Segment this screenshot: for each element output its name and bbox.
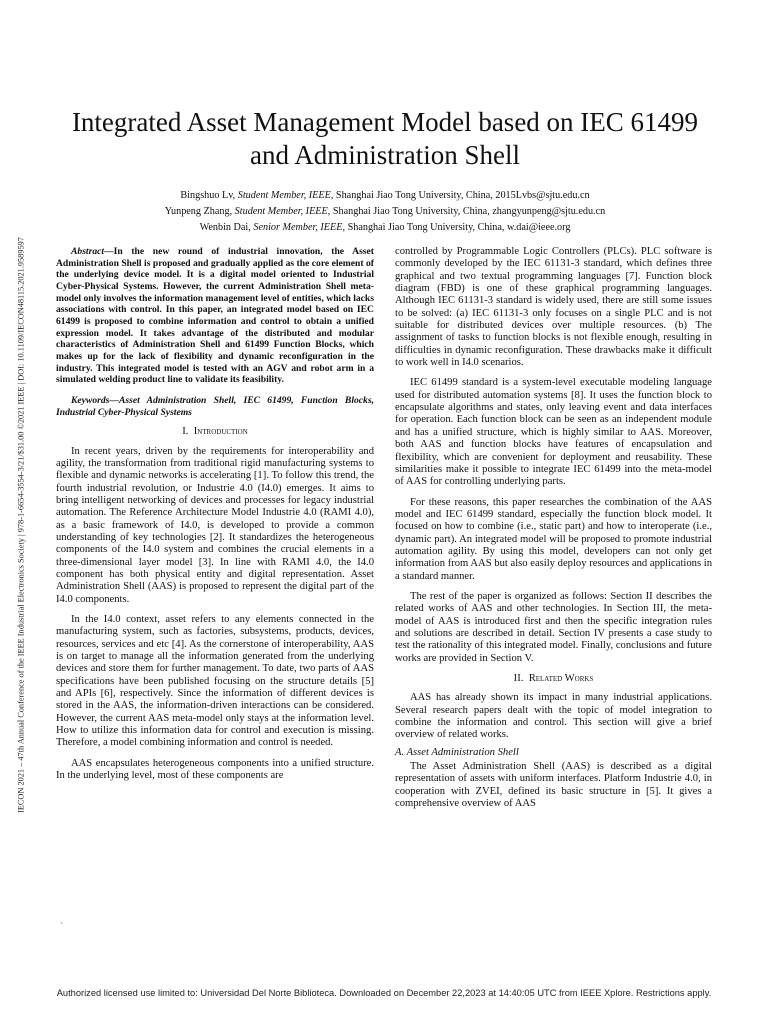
license-footer: Authorized licensed use limited to: Universidad Del Norte Biblioteca. Downloaded on December 22,2023 at 14:40:05 UTC from IEEE Xplore. Restrictions apply.	[56, 988, 712, 998]
section-heading-introduction	[56, 426, 374, 438]
paragraph: AAS has already shown its impact in many industrial applications. Several research papers dealt with the topic of model integration to combine the information and control. This section will give a brief overview of related works.	[395, 692, 712, 741]
author-line	[60, 204, 710, 220]
author-block	[60, 188, 710, 236]
paragraph: AAS encapsulates heterogeneous components into a unified structure. In the underlying level, most of these components are	[56, 757, 374, 782]
paragraph: controlled by Programmable Logic Controllers (PLCs). PLC software is commonly developed by the IEC 61131-3 standard, which defines three graphical and two textual programming languages [7]. Function block diagram (FBD) is one of these graphical programming languages. Although IEC 61131-3 standard is widely used, there are still some issues to be solved: (a) IEC 61131-3 only focuses on a single PLC and is not suitable for distributed devices over multiple resources. (b) The assignment of tasks to function blocks is not flexible enough, resulting in difficulties in dynamic reconfiguration. These drawbacks make it difficult to work well in I4.0 scenarios.	[395, 246, 712, 369]
paragraph: The rest of the paper is organized as follows: Section II describes the related works of AAS and other technologies. In Section III, the meta-model of AAS is introduced first and then the specific integration rules and solutions are described in detail. Section IV presents a case study to test the rationality of this integrated model. Finally, conclusions and future works are provided in Section V.	[395, 590, 712, 664]
abstract	[56, 246, 374, 386]
author-name: Yunpeng Zhang,	[164, 206, 233, 217]
abstract-text: —In the new round of industrial innovation, the Asset Administration Shell is proposed and gradually applied as the core element of the underlying device model. It is a digital model oriented to Industrial Cyber-Physical Systems. However, the current Administration Shell meta-model only involves the information management level of entities, which lacks associations with control. In this paper, an integrated model based on IEC 61499 is proposed to combine information and control to obtain a unified expression model. It takes advantage of the distributed and modular characteristics of Administration Shell and 61499 Function Blocks, which makes up for the lack of flexibility and dynamic reconfiguration in the industry. This integrated model is tested with an AGV and robot arm in a simulated welding product line to validate its feasibility.	[56, 246, 374, 386]
keywords: Keywords—Asset Administration Shell, IEC 61499, Function Blocks, Industrial Cyber-Physical Systems	[56, 394, 374, 418]
paragraph: In recent years, driven by the requirements for interoperability and agility, the transformation from traditional rigid manufacturing systems to flexible and dynamic networks is accelerating [1]. To follow this trend, the fourth industrial revolution, or Industrie 4.0 (I4.0) emerges. It aims to bring intelligent networking of devices and processes for legacy industrial automation. The Reference Architecture Model Industrie 4.0 (RAMI 4.0), as a basic framework of I4.0, is developed to provide a common understanding of key technologies [2]. It standardizes the heterogeneous components of the I4.0 system and combines the crucial elements in a three-dimensional layer model [3]. In line with RAMI 4.0, the I4.0 component has both physical entity and digital representation. Asset Administration Shell (AAS) is proposed to represent the digital part of the I4.0 components.	[56, 445, 374, 605]
section-number: I.	[182, 426, 189, 438]
left-column	[56, 246, 374, 782]
abstract-lead: Abstract	[71, 246, 105, 257]
section-number: II.	[513, 673, 524, 684]
paper-title: Integrated Asset Management Model based on IEC 61499 and Administration Shell	[71, 107, 699, 170]
paragraph: For these reasons, this paper researches the combination of the AAS model and IEC 61499 standard, especially the function block model. It focused on how to combine (i.e., static part) and how to interoperate (i.e., dynamic part). An integrated model will be proposed to promote industrial automation agility. By using this model, developers can not only get information from AAS but also easily deploy resources and applications in a standard manner.	[395, 496, 712, 582]
author-affiliation: , Shanghai Jiao Tong University, China, w.dai@ieee.org	[342, 222, 571, 233]
author-role: Student Member, IEEE	[237, 190, 331, 201]
copyright-side-text: IECON 2021 – 47th Annual Conference of the IEEE Industrial Electronics Society | 978-1-6654-3554-3/21/$31.00 ©2021 IEEE | DOI: 10.1109/IECON48115.2021.9589597	[16, 237, 25, 813]
stray-mark: `	[60, 922, 64, 933]
author-role: Senior Member, IEEE	[253, 222, 343, 233]
paragraph: IEC 61499 standard is a system-level executable modeling language used for distributed automation systems [8]. It uses the function block to encapsulate algorithms and states, only leaving event and data interfaces for operation. Each function block can be seen as an independent module and has a unified structure, which is highly similar to AAS. Moreover, both AAS and function blocks have features of encapsulation and flexibility, which are convenient for deployment and reusability. These similarities make it possible to integrate IEC 61499 into the meta-model of AAS for controlling underlying parts.	[395, 377, 712, 488]
author-line	[60, 220, 710, 236]
section-title: Introduction	[193, 426, 248, 438]
paragraph: In the I4.0 context, asset refers to any elements connected in the manufacturing system, such as factories, subsystems, products, devices, resources, services and etc [4]. As the cornerstone of interoperability, AAS is on target to manage all the information generated from the underlying devices and store them for further management. To date, two parts of AAS specifications have been published focusing on the structure details [5] and APIs [6], respectively. Since the information of different devices is stored in the AAS, the information-driven interactions can be considered. However, the current AAS meta-model only stays at the information level. How to utilize this information data for control and execution is missing. Therefore, a model combining information and control is needed.	[56, 614, 374, 749]
section-heading-related-works	[395, 673, 712, 685]
copyright-side-note	[13, 175, 28, 875]
author-name: Wenbin Dai,	[199, 222, 251, 233]
author-line	[60, 188, 710, 204]
paragraph: The Asset Administration Shell (AAS) is described as a digital representation of assets with uniform interfaces. Platform Industrie 4.0, in cooperation with ZVEI, defined its basic structure in [5]. It gives a comprehensive overview of AAS	[395, 761, 712, 810]
author-affiliation: , Shanghai Jiao Tong University, China, 2015Lvbs@sjtu.edu.cn	[330, 190, 590, 201]
author-role: Student Member, IEEE	[234, 206, 328, 217]
subsection-heading: A. Asset Administration Shell	[395, 746, 519, 758]
author-name: Bingshuo Lv,	[180, 190, 236, 201]
section-title: Related Works	[528, 673, 594, 684]
author-affiliation: , Shanghai Jiao Tong University, China, zhangyunpeng@sjtu.edu.cn	[327, 206, 606, 217]
right-column	[395, 246, 712, 810]
